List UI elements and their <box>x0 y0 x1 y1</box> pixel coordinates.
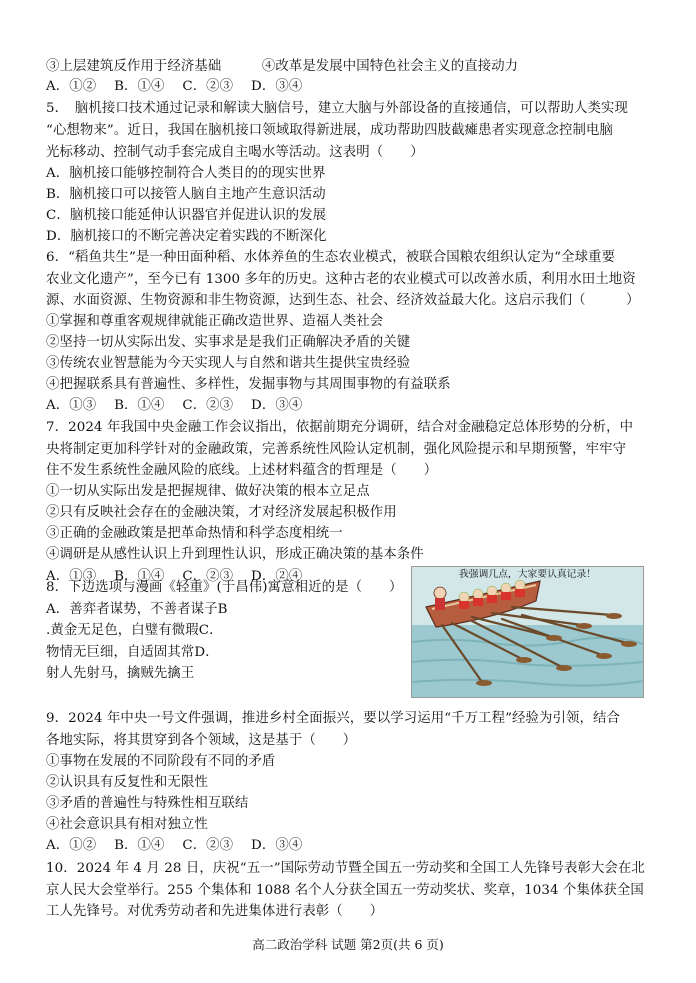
text-line: 工人先锋号。对优秀劳动者和先进集体进行表彰（ ） <box>46 904 384 919</box>
text-line: ②认识具有反复性和无限性 <box>46 775 208 790</box>
cartoon-caption: 我强调几点，大家要认真记录！ <box>458 569 597 580</box>
text-line: A．脑机接口能够控制符合人类目的的现实世界 <box>46 166 326 181</box>
text-line: 农业文化遗产”，至今已有 1300 多年的历史。这种古老的农业模式可以改善水质，利用水田土地资 <box>46 272 636 287</box>
text-line: 6．“稻鱼共生”是一种田面种稻、水体养鱼的生态农业模式，被联合国粮农组织认定为“全球重要 <box>46 250 616 265</box>
text-line: 7．2024 年我国中央金融工作会议指出，依据前期充分调研，结合对金融稳定总体形势的分析，中 <box>46 420 634 435</box>
text-line: ②坚持一切从实际出发、实事求是是我们正确解决矛盾的关键 <box>46 335 411 350</box>
text-line: .黄金无足色，白璧有微瑕C． <box>46 623 223 638</box>
text-line: C．脑机接口能延伸认识器官并促进认识的发展 <box>46 208 327 223</box>
text-line: 央将制定更加科学针对的金融政策，完善系统性风险认定机制，强化风险提示和早期预警，牢牢守 <box>46 442 627 457</box>
text-line: ②只有反映社会存在的金融决策，才对经济发展起积极作用 <box>46 505 397 520</box>
text-line: ①事物在发展的不同阶段有不同的矛盾 <box>46 754 276 769</box>
text-line: ③正确的金融政策是把革命热情和科学态度相统一 <box>46 526 343 541</box>
text-line: 5． 脑机接口技术通过记录和解读大脑信号，建立大脑与外部设备的直接通信，可以帮助人类实现 <box>46 101 629 116</box>
text-line: ③传统农业智慧能为今天实现人与自然和谐共生提供宝贵经验 <box>46 356 411 371</box>
text-line: 京人民大会堂举行。255 个集体和 1088 名个人分获全国五一劳动奖状、奖章，1034 个集体获全国 <box>46 883 644 898</box>
text-line: A．①③ B．①④ C．②③ D．③④ <box>46 398 303 413</box>
cartoon-drawing <box>412 567 643 697</box>
text-line: 10．2024 年 4 月 28 日，庆祝“五一”国际劳动节暨全国五一劳动奖和全国工人先锋号表彰大会在北 <box>46 861 645 876</box>
text-line: 9．2024 年中央一号文件强调，推进乡村全面振兴，要以学习运用“千万工程”经验为引领，结合 <box>46 711 620 726</box>
cartoon-qingzhong <box>411 566 644 698</box>
text-line: ④把握联系具有普遍性、多样性，发掘事物与其周围事物的有益联系 <box>46 377 451 392</box>
text-line: 各地实际，将其贯穿到各个领域，这是基于（ ） <box>46 733 357 748</box>
text-line: A．①② B．①④ C．②③ D．③④ <box>46 79 303 94</box>
text-line: ③矛盾的普遍性与特殊性相互联结 <box>46 796 249 811</box>
text-line: 住不发生系统性金融风险的底线。上述材料蕴含的哲理是（ ） <box>46 463 438 478</box>
text-line: ③上层建筑反作用于经济基础 ④改革是发展中国特色社会主义的直接动力 <box>46 59 519 74</box>
text-line: ①一切从实际出发是把握规律、做好决策的根本立足点 <box>46 484 370 499</box>
text-line: ④社会意识具有相对独立性 <box>46 817 208 832</box>
text-line: A．①② B．①④ C．②③ D．③④ <box>46 838 303 853</box>
page-footer: 高二政治学科 试题 第2页(共 6 页) <box>252 937 444 952</box>
text-line: “心想物来”。近日，我国在脑机接口领域取得新进展，成功帮助四肢截瘫患者实现意念控制电脑 <box>46 123 614 138</box>
text-line: B．脑机接口可以接管人脑自主地产生意识活动 <box>46 187 326 202</box>
text-line: A．善弈者谋势，不善者谋子B <box>46 602 228 617</box>
text-line: D．脑机接口的不断完善决定着实践的不断深化 <box>46 229 327 244</box>
text-line: 物情无巨细，自适固其常D． <box>46 645 219 660</box>
text-line: 8．下边选项与漫画《轻重》(于昌伟)寓意相近的是（ ） <box>46 580 403 595</box>
text-line: 射人先射马，擒贼先擒王 <box>46 666 195 681</box>
text-line: ④调研是从感性认识上升到理性认识，形成正确决策的基本条件 <box>46 547 424 562</box>
text-line: 光标移动、控制气动手套完成自主喝水等活动。这表明（ ） <box>46 145 424 160</box>
text-line: ①掌握和尊重客观规律就能正确改造世界、造福人类社会 <box>46 314 384 329</box>
text-line: 源、水面资源、生物资源和非生物资源，达到生态、社会、经济效益最大化。这启示我们（ ） <box>46 293 640 308</box>
text-line: A．①③ B．①④ C．②③ D．②④ <box>46 569 303 584</box>
